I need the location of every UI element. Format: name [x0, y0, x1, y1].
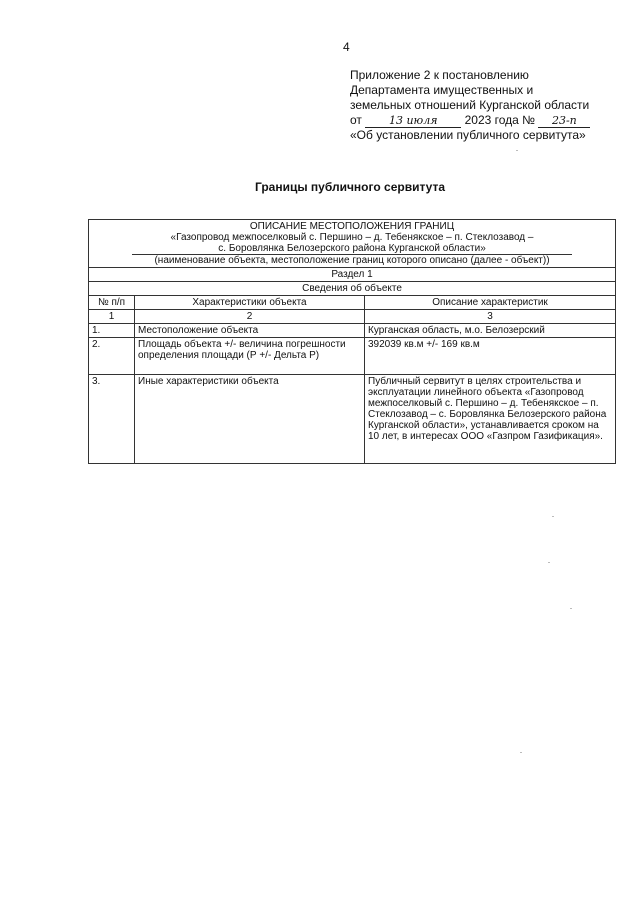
- section-title: Раздел 1: [89, 268, 616, 282]
- row-characteristic: Площадь объекта +/- величина погрешности определения площади (Р +/- Дельта Р): [135, 338, 365, 375]
- column-number-1: 1: [89, 310, 135, 324]
- table-header-object-line-1: «Газопровод межпоселковый с. Першино – д. Тебенякское – п. Стеклозавод –: [170, 232, 534, 243]
- row-num: 3.: [89, 375, 135, 464]
- scan-speck: [520, 752, 522, 753]
- table-row: [89, 324, 616, 338]
- scan-speck: [552, 516, 554, 517]
- table-header-title: ОПИСАНИЕ МЕСТОПОЛОЖЕНИЯ ГРАНИЦ: [249, 221, 455, 232]
- column-header-characteristic: Характеристики объекта: [135, 296, 365, 310]
- section-subtitle-row: [89, 282, 616, 296]
- table-header-cell: [89, 220, 616, 268]
- appendix-block: [350, 68, 625, 143]
- handwritten-date: 13 июля: [365, 115, 461, 128]
- row-characteristic: Иные характеристики объекта: [135, 375, 365, 464]
- boundaries-table: [88, 219, 616, 464]
- column-number-2: 2: [135, 310, 365, 324]
- section-subtitle: Сведения об объекте: [89, 282, 616, 296]
- scan-speck: [516, 150, 518, 151]
- column-header-description: Описание характеристик: [365, 296, 616, 310]
- row-description: Публичный сервитут в целях строительства и эксплуатации линейного объекта «Газопровод межпоселковый с. Першино – д. Тебенякское – п. Стеклозавод – с. Боровлянка Белозерского района Курганской области», устанавливается сроком на 10 лет, в интересах ООО «Газпром Газификация».: [365, 375, 616, 464]
- appendix-year-text: 2023 года №: [464, 113, 536, 127]
- column-number-3: 3: [365, 310, 616, 324]
- column-number-row: [89, 310, 616, 324]
- page-number: 4: [343, 40, 350, 54]
- appendix-line-3: земельных отношений Курганской области: [350, 98, 590, 112]
- appendix-date-line: [350, 113, 625, 128]
- scan-speck: [548, 562, 550, 563]
- column-header-row: [89, 296, 616, 310]
- row-num: 2.: [89, 338, 135, 375]
- appendix-line-2: Департамента имущественных и: [350, 83, 534, 97]
- table-header-note: (наименование объекта, местоположение границ которого описано (далее - объект)): [154, 255, 550, 266]
- table-row: [89, 375, 616, 464]
- table-header-object-line-2: с. Боровлянка Белозерского района Курганской области»: [132, 243, 572, 255]
- row-characteristic: Местоположение объекта: [135, 324, 365, 338]
- document-title: Границы публичного сервитута: [255, 180, 445, 194]
- scan-speck: [570, 608, 572, 609]
- appendix-line-1: Приложение 2 к постановлению: [350, 68, 529, 82]
- column-header-num: № п/п: [89, 296, 135, 310]
- section-row: [89, 268, 616, 282]
- appendix-line-5: «Об установлении публичного сервитута»: [350, 128, 586, 142]
- table-header-row: [89, 220, 616, 268]
- handwritten-number: 23-п: [538, 115, 590, 128]
- row-num: 1.: [89, 324, 135, 338]
- table-row: [89, 338, 616, 375]
- row-description: 392039 кв.м +/- 169 кв.м: [365, 338, 616, 375]
- appendix-from-label: от: [350, 113, 362, 127]
- row-description: Курганская область, м.о. Белозерский: [365, 324, 616, 338]
